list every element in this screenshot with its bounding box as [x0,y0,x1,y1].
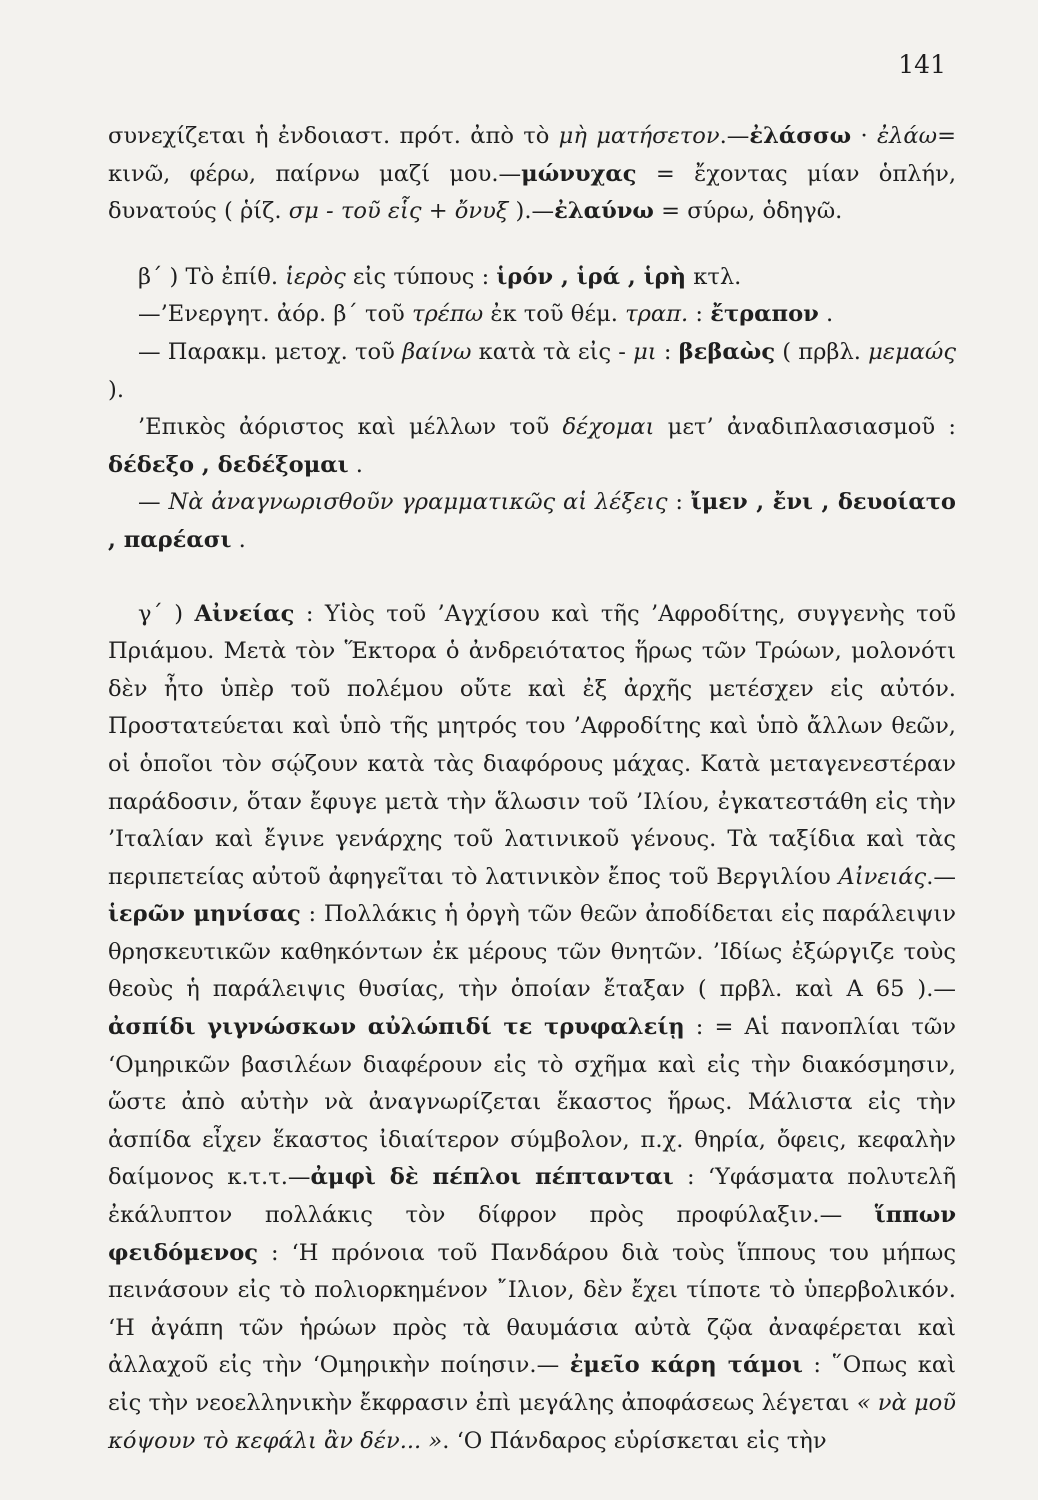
page-number: 141 [898,50,946,79]
italic-term: ἐλάω [876,123,938,149]
text-run: .— [926,863,956,890]
text-run: .— [719,123,750,149]
text-run: μετ’ ἀναδιπλασιασμοῦ : [654,414,956,441]
italic-term: τραπ. [625,301,689,328]
text-run: : Πολλάκις ἡ ὀργὴ τῶν θεῶν ἀποδίδεται εἰς παράλειψιν θρησκευτικῶν καθηκόντων ἐκ μέρους τῶν θνητῶν. ’Ιδίως ἐξώργιζε τοὺς θεοὺς ἡ παράλειψις θυσίας, τὴν ὁποίαν ἔταξαν ( πρβλ. καὶ Α 65 ).— [108,901,957,1003]
bold-term: ἔτραπον [710,301,819,328]
text-run: — Παρακμ. μετοχ. τοῦ [138,338,403,365]
bold-term: δέδεξο , δεδέξομαι [108,451,349,478]
text-run: κατὰ τὰ εἰς - [471,338,634,365]
italic-term: σμ - τοῦ εἷς + ὄνυξ [288,198,509,225]
text-run: : [656,338,679,365]
bold-term: ἐμεῖο κάρη τάμοι [569,1352,803,1379]
text-run: β΄ ) Τὸ ἐπίθ. [138,263,286,290]
text-run: = ἔχοντας μίαν ὁπλήν, δυνατούς ( ῥίζ. [108,160,956,225]
text-run: γ΄ ) [138,600,195,627]
text-run: — [138,489,169,516]
text-run: · [851,123,877,149]
italic-term: Αἰνειάς [838,863,927,890]
italic-term: μὴ ματήσετον [558,123,720,149]
paragraph-beta-1 [108,259,956,297]
text-run: : [688,301,711,328]
paragraph-gap [108,231,956,259]
text-run: = σύρω, ὁδηγῶ. [653,198,843,225]
italic-term: τρέπω [411,301,484,328]
text-run: : ῞Οπως καὶ εἰς τὴν νεοελληνικὴν ἔκφρασιν ἐπὶ μεγάλης ἀποφάσεως λέγεται [108,1352,956,1416]
bold-term: μώνυχας [521,160,637,187]
italic-term: μι [633,338,657,365]
italic-term: βαίνω [402,338,472,365]
text-run: —’Ενεργητ. ἀόρ. β΄ τοῦ [138,301,412,328]
text-run: = κινῶ, φέρω, παίρνω μαζί μου.— [108,123,957,187]
paragraph-gamma [108,596,956,1461]
italic-term: « νὰ μοῦ κόψουν τὸ κεφάλι ἂν δέν... » [108,1390,957,1454]
text-run: εἰς τύπους : [345,263,497,290]
paragraph-beta-3 [108,334,956,409]
bold-term: ἴμεν , ἔνι , δευοίατο , παρέασι [108,489,957,553]
bold-term: Αἰνείας [194,600,295,627]
text-run: ’Επικὸς ἀόριστος καὶ μέλλων τοῦ [138,414,563,441]
bold-term: ἀσπίδι γιγνώσκων αὐλώπιδί τε τρυφαλείῃ [108,1014,685,1041]
bold-term: ἱρόν , ἱρά , ἱρὴ [496,263,687,290]
paragraph-gap [108,560,956,596]
text-run: ). [108,376,124,403]
italic-term: δέχομαι [562,414,655,441]
text-run: . [348,451,363,478]
bold-term: ἵππων φειδόμενος [108,1202,956,1266]
bold-term: ἀμφὶ δὲ πέπλοι πέπτανται [310,1164,674,1191]
italic-term: ἱερὸς [285,263,346,290]
italic-term: Νὰ ἀναγνωρισθοῦν γραμματικῶς αἱ λέξεις [168,489,668,516]
text-run: : [667,489,691,516]
bold-term: ἐλάσσω [749,123,852,149]
paragraph-beta-2 [108,296,956,334]
paragraph-beta-4 [108,409,956,484]
bold-term: βεβαὼς [678,338,776,365]
italic-term: μεμαώς [868,338,956,365]
text-run: : = Αἱ πανοπλίαι τῶν ‘Ομηρικῶν βασιλέων διαφέρουν εἰς τὸ σχῆμα καὶ εἰς τὴν διακόσμησιν, ὥστε ἀπὸ αὐτὴν νὰ ἀναγνωρίζεται ἕκαστος ἥρως. Μάλιστα εἰς τὴν ἀσπίδα εἶχεν ἕκαστος ἰδιαίτερον σύμβολον, π.χ. θηρία, ὄφεις, κεφαλὴν δαίμονος κ.τ.τ.— [108,1014,957,1191]
text-run: . [818,301,834,328]
paragraph-beta-5 [108,484,956,559]
text-run: κτλ. [686,263,742,290]
bold-term: ἐλαύνω [554,198,654,225]
text-run: : ‘Υφάσματα πολυτελῆ ἐκάλυπτον πολλάκις τὸν δίφρον πρὸς προφύλαξιν.— [108,1164,956,1229]
text-run: : Υἱὸς τοῦ ’Αγχίσου καὶ τῆς ’Αφροδίτης, συγγενὴς τοῦ Πριάμου. Μετὰ τὸν Ἕκτορα ὁ ἀνδρειότατος ἥρως τῶν Τρώων, μολονότι δὲν ἦτο ὑπὲρ τοῦ πολέμου οὔτε καὶ ἐξ ἀρχῆς μετέσχεν εἰς αὐτόν. Προστατεύεται καὶ ὑπὸ τῆς μητρός του ’Αφροδίτης καὶ ὑπὸ ἄλλων θεῶν, οἱ ὁποῖοι τὸν σῴζουν κατὰ τὰς διαφόρους μάχας. Κατὰ μεταγενεστέραν παράδοσιν, ὅταν ἔφυγε μετὰ τὴν ἅλωσιν τοῦ ’Ιλίου, ἐγκατεστάθη εἰς τὴν ’Ιταλίαν καὶ ἔγινε γενάρχης τοῦ λατινικοῦ γένους. Τὰ ταξίδια καὶ τὰς περιπετείας αὐτοῦ ἀφηγεῖται τὸ λατινικὸν ἔπος τοῦ Βεργιλίου [108,600,957,890]
text-run: ).— [508,198,555,225]
text-run: ἐκ τοῦ θέμ. [483,301,626,328]
page-body [108,118,956,1460]
text-run: συνεχίζεται ἡ ἐνδοιαστ. πρότ. ἀπὸ τὸ [108,123,559,149]
text-run: ( πρβλ. [775,338,869,365]
paragraph-intro [108,118,956,231]
text-run: : ‘Η πρόνοια τοῦ Πανδάρου διὰ τοὺς ἵππους του μήπως πεινάσουν εἰς τὸ πολιορκημένον ῎Ιλιον, δὲν ἔχει τίποτε τὸ ὑπερβολικόν. ‘Η ἀγάπη τῶν ἡρώων πρὸς τὰ θαυμάσια αὐτὰ ζῷα ἀναφέρεται καὶ ἀλλαχοῦ εἰς τὴν ‘Ομηρικὴν ποίησιν.— [108,1239,956,1379]
text-run: . ‘Ο Πάνδαρος εὑρίσκεται εἰς τὴν [442,1427,827,1454]
text-run: . [231,526,246,553]
bold-term: ἱερῶν μηνίσας [108,901,301,928]
